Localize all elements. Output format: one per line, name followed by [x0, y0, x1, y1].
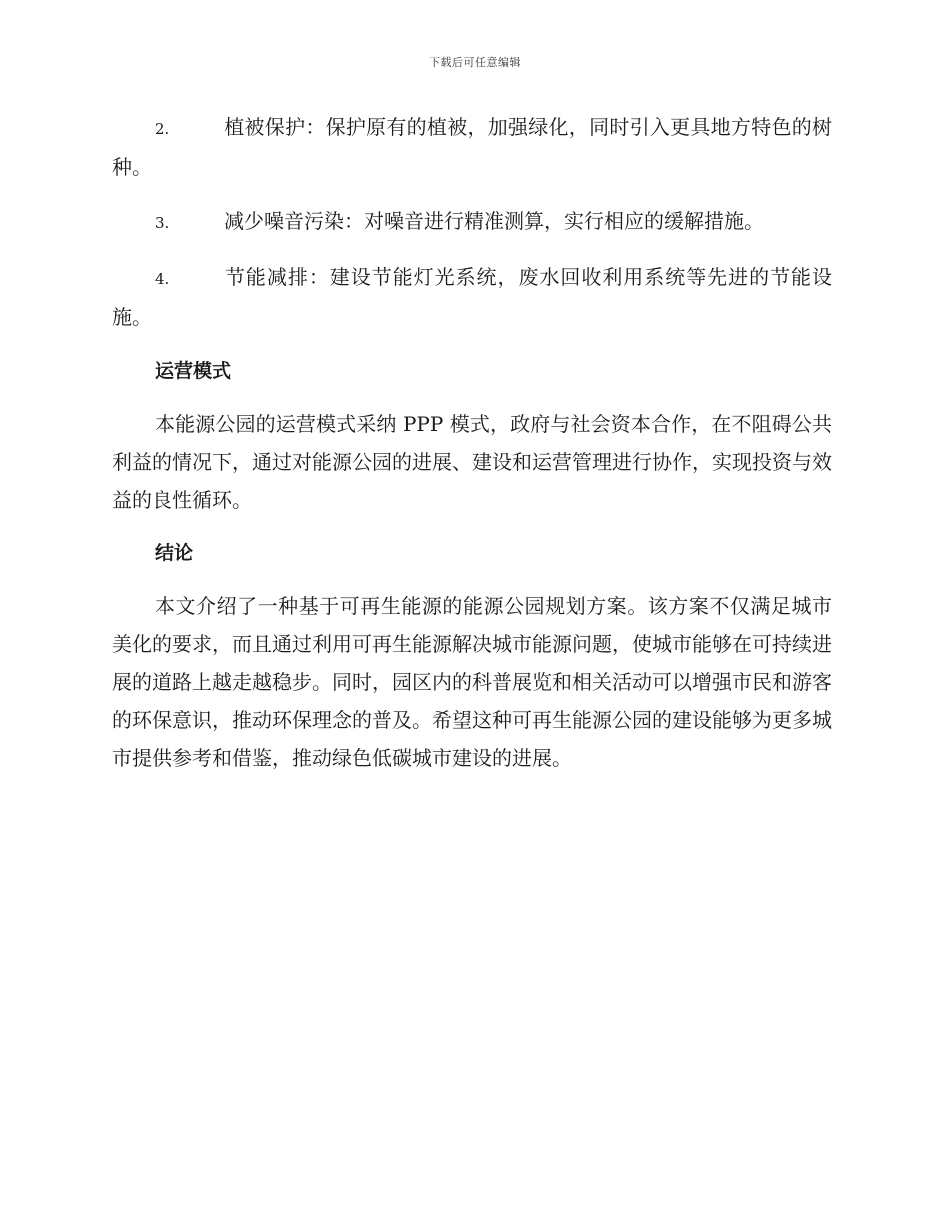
list-item-text: 减少噪音污染：对噪音进行精准测算，实行相应的缓解措施。 — [224, 209, 764, 233]
page-header-note: 下载后可任意编辑 — [429, 56, 521, 69]
section-paragraph-operation-mode: 本能源公园的运营模式采纳 PPP 模式，政府与社会资本合作，在不阻碍公共利益的情况下，通过对能源公园的进展、建设和运营管理进行协作，实现投资与效益的良性循环。 — [112, 412, 832, 512]
list-item-noise — [112, 202, 832, 242]
section-heading-conclusion: 结论 — [155, 542, 194, 564]
list-item-text: 节能减排：建设节能灯光系统，废水回收利用系统等先进的节能设施。 — [112, 265, 832, 329]
document-body — [112, 108, 832, 792]
section-heading-operation-mode: 运营模式 — [155, 360, 232, 382]
list-item-vegetation — [112, 108, 832, 186]
list-item-energy-saving — [112, 258, 832, 336]
list-item-number: 3. — [155, 214, 170, 232]
list-item-number: 4. — [155, 270, 170, 288]
list-item-text: 植被保护：保护原有的植被，加强绿化，同时引入更具地方特色的树种。 — [112, 115, 832, 179]
list-item-number: 2. — [155, 120, 170, 138]
section-paragraph-conclusion: 本文介绍了一种基于可再生能源的能源公园规划方案。该方案不仅满足城市美化的要求，而且通过利用可再生能源解决城市能源问题，使城市能够在可持续进展的道路上越走越稳步。同时，园区内的科普展览和相关活动可以增强市民和游客的环保意识，推动环保理念的普及。希望这种可再生能源公园的建设能够为更多城市提供参考和借鉴，推动绿色低碳城市建设的进展。 — [112, 594, 832, 770]
